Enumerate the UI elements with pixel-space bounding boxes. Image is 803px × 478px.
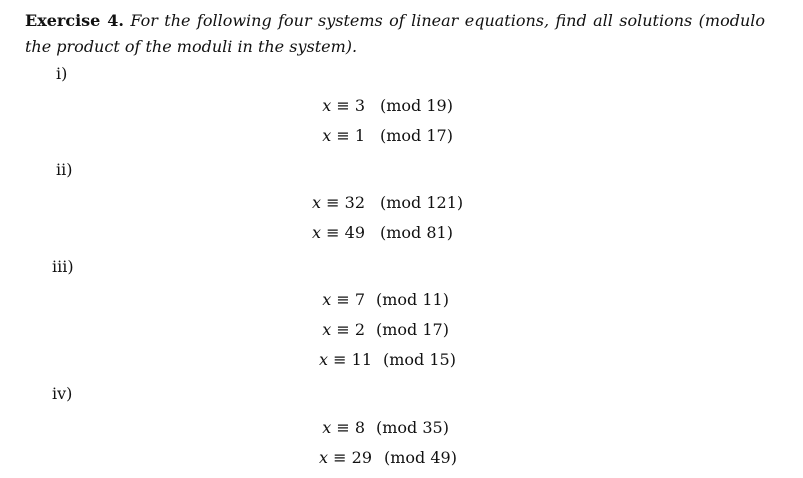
equation-lhs: x ≡ 7	[322, 290, 365, 309]
equation-lhs: x ≡ 8	[322, 418, 365, 437]
exercise-text: For the following four systems of linear equations, find all solutions (modulo the product of the moduli in the system).	[25, 11, 766, 56]
equation-lhs: x ≡ 32	[312, 193, 365, 212]
equation-lhs: x ≡ 11	[319, 350, 372, 369]
equation-modulus: (mod 81)	[380, 223, 453, 242]
equation-modulus: (mod 11)	[376, 290, 449, 309]
equation-modulus: (mod 17)	[376, 320, 449, 339]
part-label-iv: iv)	[52, 384, 73, 403]
equation-modulus: (mod 35)	[376, 418, 449, 437]
equation-modulus: (mod 15)	[383, 350, 456, 369]
equation-lhs: x ≡ 49	[312, 223, 365, 242]
part-label-iii: iii)	[52, 257, 74, 276]
exercise-label: Exercise 4.	[25, 11, 124, 30]
equation-modulus: (mod 49)	[384, 448, 457, 467]
equation-lhs: x ≡ 2	[322, 320, 365, 339]
part-label-ii: ii)	[56, 160, 73, 179]
equation-modulus: (mod 17)	[380, 126, 453, 145]
exercise-statement	[25, 8, 765, 60]
equation-lhs: x ≡ 29	[319, 448, 372, 467]
equation-lhs: x ≡ 1	[322, 126, 365, 145]
equation-lhs: x ≡ 3	[322, 96, 365, 115]
equation-modulus: (mod 19)	[380, 96, 453, 115]
equation-modulus: (mod 121)	[380, 193, 464, 212]
part-label-i: i)	[56, 64, 68, 83]
